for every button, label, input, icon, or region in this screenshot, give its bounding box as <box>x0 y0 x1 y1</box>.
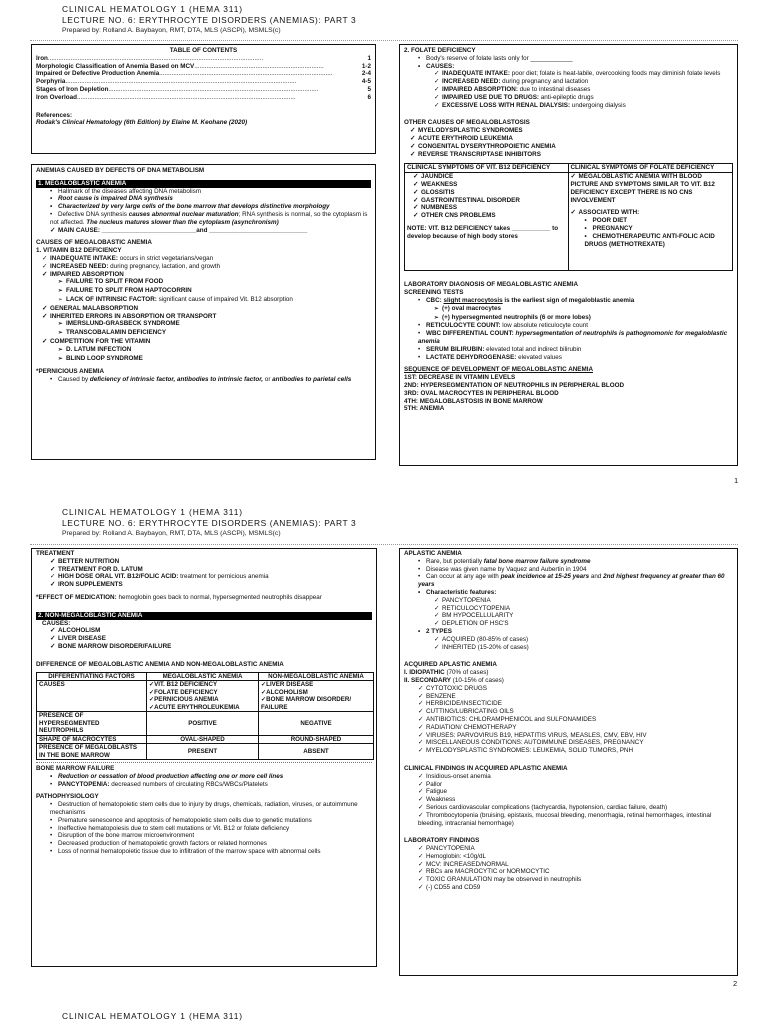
list-item: ➢ FAILURE TO SPLIT FROM FOOD <box>36 278 371 287</box>
list-item <box>404 677 733 685</box>
list-item: ✓ COMPETITION FOR THE VITAMIN <box>36 338 371 346</box>
table-cell <box>147 681 259 712</box>
list-item <box>404 346 733 354</box>
cell-line: ✓PERNICIOUS ANEMIA <box>149 696 219 704</box>
text: EXCESSIVE LOSS WITH RENAL DIALYSIS: <box>442 101 571 109</box>
symptoms-table <box>404 163 733 271</box>
list-item <box>404 297 733 305</box>
prepared-by: Prepared by: Rolland A. Baybayon, RMT, DTA, MLS (ASCPi), MSMLS(c) <box>62 530 281 537</box>
subheading: OTHER CAUSES OF MEGALOBLASTOSIS <box>404 119 530 127</box>
list-item: ✓ BM HYPOCELLULARITY <box>404 612 733 620</box>
list-item: • PREGNANCY <box>571 225 731 233</box>
list-item: ✓ BETTER NUTRITION <box>36 558 372 566</box>
list-item: ➢ FAILURE TO SPLIT FROM HAPTOCORRIN <box>36 287 371 296</box>
toc-heading: TABLE OF CONTENTS <box>169 47 238 54</box>
table-header: NON-MEGALOBLASTIC ANEMIA <box>259 672 374 681</box>
sequence-step: 5TH: ANEMIA <box>404 405 445 413</box>
note: NOTE: VIT. B12 DEFICIENCY takes ___________ to develop because of high body stores <box>407 224 559 240</box>
toc-label: Stages of Iron Depletion <box>36 85 109 93</box>
toc-row[interactable] <box>36 86 371 94</box>
toc-dots: .................................................................................................................................... <box>65 78 297 86</box>
list-item: ✓ (-) CD55 and CD59 <box>404 884 733 892</box>
text: anti-epileptic drugs <box>539 93 594 101</box>
text: during pregnancy, lactation, and growth <box>108 262 220 270</box>
course-title: CLINICAL HEMATOLOGY 1 (HEMA 311) <box>62 4 243 14</box>
list-item: • Characterized by very large cells of the bone marrow that develops distinctive morphology <box>36 203 371 211</box>
list-item: • Decreased production of hematopoietic growth factors or related hormones <box>36 840 372 848</box>
page-number: 2 <box>733 979 738 988</box>
list-item: ✓ INHERITED ERRORS IN ABSORPTION OR TRANSPORT <box>36 313 371 321</box>
toc-dots: ................................................................................................... <box>159 70 333 78</box>
list-item: ✓ IRON SUPPLEMENTS <box>36 581 372 589</box>
text: decreased numbers of circulating RBCs/WBCs/Platelets <box>109 780 268 788</box>
text: elevated values <box>516 353 562 361</box>
sequence-step: 1ST: DECREASE IN VITAMIN LEVELS <box>404 374 516 382</box>
list-item: ✓ GENERAL MALABSORPTION <box>36 305 371 313</box>
prepared-by: Prepared by: Rolland A. Baybayon, RMT, DTA, MLS (ASCPi), MSMLS(c) <box>62 27 281 34</box>
table-row <box>37 672 374 681</box>
list-item: ➢ IMERSLUND-GRASBECK SYNDROME <box>36 320 371 329</box>
list-item: ✓ PANCYTOPENIA <box>404 845 733 853</box>
text: 2nd highest frequency at greater than 60 years <box>418 573 725 589</box>
list-item <box>36 211 371 227</box>
page3-header <box>62 1011 243 1022</box>
list-item: ✓ IMPAIRED ABSORPTION <box>36 271 371 279</box>
comparison-table <box>36 672 374 761</box>
references-label: References: <box>36 111 73 119</box>
list-item: ✓ VIRUSES: PARVOVIRUS B19, HEPATITIS VIRUS, MEASLES, CMV, EBV, HIV <box>404 732 733 740</box>
text: hemoglobin goes back to normal, hypersegmented neutrophils disappear <box>116 593 322 601</box>
list-item: ➢ TRANSCOBALAMIN DEFICIENCY <box>36 329 371 338</box>
list-item: ✓ PANCYTOPENIA <box>404 597 733 605</box>
text: PANCYTOPENIA: <box>58 780 110 788</box>
section-heading: TREATMENT <box>36 550 75 557</box>
toc-label: Iron Overload <box>36 93 77 101</box>
table-row <box>37 712 374 736</box>
list-item: • 2 TYPES <box>404 628 733 636</box>
text: peak incidence at 15-25 years <box>500 573 590 581</box>
list-item: ✓ INHERITED (15-20% of cases) <box>404 644 733 652</box>
list-item: • Destruction of hematopoietic stem cells due to injury by drugs, chemicals, radiation, viruses, or autoimmune mechanisms <box>36 801 372 817</box>
list-item: • Root cause is impaired DNA synthesis <box>36 195 371 203</box>
list-item <box>404 330 733 346</box>
text: INADEQUATE INTAKE: <box>442 70 510 78</box>
text: Rare, but potentially <box>426 557 484 565</box>
effect-note <box>36 594 372 602</box>
text: treatment for pernicious anemia <box>178 573 269 581</box>
table-row <box>37 681 374 712</box>
toc-dots: ........................................................................................................................... <box>47 54 264 62</box>
text: INCREASED NEED: <box>50 262 109 270</box>
table-cell: SHAPE OF MACROCYTES <box>37 735 147 744</box>
text: antibodies to parietal cells <box>272 376 352 384</box>
divider <box>30 40 738 41</box>
list-item: ✓ JAUNDICE <box>407 173 566 181</box>
text: IMPAIRED USE DUE TO DRUGS: <box>442 93 540 101</box>
text: hypersegmentation of neutrophils is pathognomonic for megaloblastic anemia <box>418 330 728 345</box>
table-of-contents <box>31 44 376 154</box>
text: The nucleus matures slower than the cytoplasm (asynchronism) <box>86 218 279 226</box>
aplastic-anemia-section <box>399 548 738 976</box>
list-item <box>404 322 733 330</box>
list-item <box>404 669 733 677</box>
text: RETICULOCYTE COUNT: <box>426 322 501 330</box>
table-cell: CAUSES <box>37 681 147 712</box>
cell-line: ✓BONE MARROW DISORDER/ FAILURE <box>261 696 352 711</box>
list-item: ✓ ACQUIRED (80-85% of cases) <box>404 636 733 644</box>
list-item: ✓ Pallor <box>404 781 733 789</box>
list-item: • Reduction or cessation of blood production affecting one or more cell lines <box>36 773 372 781</box>
column-header: CLINICAL SYMPTOMS OF FOLATE DEFICIENCY <box>569 164 733 173</box>
text: CBC: <box>426 296 444 304</box>
subheading: *PERNICIOUS ANEMIA <box>36 368 104 376</box>
section-heading: 2. FOLATE DEFICIENCY <box>404 47 476 54</box>
list-item <box>36 376 371 384</box>
list-item: ✓ RBCs are MACROCYTIC or NORMOCYTIC <box>404 868 733 876</box>
toc-row[interactable] <box>36 70 371 78</box>
list-item <box>404 78 733 86</box>
folate-symptoms-column <box>569 164 733 270</box>
list-item: ✓ CYTOTOXIC DRUGS <box>404 685 733 693</box>
list-item: ✓ ANTIBIOTICS: CHLORAMPHENICOL and SULFONAMIDES <box>404 716 733 724</box>
toc-list <box>36 55 371 102</box>
text: occurs in strict vegetarians/vegan <box>117 254 214 262</box>
list-item: • Disease was given name by Vaquez and Aubertin in 1904 <box>404 566 733 574</box>
text: Can occur at any age with <box>426 573 501 581</box>
toc-page: 1-2 <box>361 62 371 70</box>
list-item <box>404 102 733 110</box>
subheading: LABORATORY DIAGNOSIS OF MEGALOBLASTIC ANEMIA <box>404 281 579 289</box>
course-title: CLINICAL HEMATOLOGY 1 (HEMA 311) <box>62 507 243 517</box>
text: (10-15% of cases) <box>451 676 504 684</box>
text: ; RNA synthesis is normal, so the cytoplasm is not affected. <box>50 210 368 226</box>
toc-dots: ............................................................................................................................. <box>76 93 296 101</box>
table-cell: OVAL-SHAPED <box>147 735 259 744</box>
text: undergoing dialysis <box>570 101 626 109</box>
list-item: ✓ MCV: INCREASED/NORMAL <box>404 861 733 869</box>
toc-page: 4-5 <box>361 78 371 86</box>
list-item: ✓ ACUTE ERYTHROID LEUKEMIA <box>404 135 733 143</box>
text: poor diet; folate is heat-labile, overcooking foods may diminish folate levels <box>509 70 721 78</box>
table-row <box>37 735 374 744</box>
list-item <box>404 94 733 102</box>
dna-metabolism-section <box>31 164 376 460</box>
list-item: • Ineffective hematopoiesis due to stem cell mutations or Vit. B12 or folate deficiency <box>36 825 372 833</box>
list-item: ✓ RADIATION/ CHEMOTHERAPY <box>404 724 733 732</box>
list-item: ➢ (+) hypersegmented neutrophils (6 or more lobes) <box>404 314 733 323</box>
subheading: 1. VITAMIN B12 DEFICIENCY <box>36 247 122 255</box>
list-item: ✓ REVERSE TRANSCRIPTASE INHIBITORS <box>404 151 733 159</box>
table-cell: POSITIVE <box>147 712 259 736</box>
text: low absolute reticulocyte count <box>500 322 589 330</box>
list-item: ✓ BENZENE <box>404 693 733 701</box>
list-item: ✓ MISCELLANEOUS CONDITIONS: AUTOIMMUNE DISEASES, PREGNANCY <box>404 739 733 747</box>
list-item: ✓ CONGENITAL DYSERYTHROPOIETIC ANEMIA <box>404 143 733 151</box>
toc-page: 5 <box>367 85 371 93</box>
list-item: ✓ Hemoglobin: <10g/dL <box>404 853 733 861</box>
list-item: ✓ MYELODYSPLASTIC SYNDROMES <box>404 127 733 135</box>
text: HIGH DOSE ORAL VIT. B12/FOLIC ACID: <box>58 573 179 581</box>
toc-label: Impaired or Defective Production Anemia <box>36 70 160 78</box>
list-item <box>36 573 372 581</box>
list-item: ✓ LIVER DISEASE <box>36 635 372 643</box>
text: IMPAIRED ABSORPTION: <box>442 85 518 93</box>
sequence-step: 2ND: HYPERSEGMENTATION OF NEUTROPHILS IN PERIPHERAL BLOOD <box>404 381 625 389</box>
list-item: • Disruption of the bone marrow microenvironment <box>36 832 372 840</box>
list-item: ✓ TREATMENT FOR D. LATUM <box>36 566 372 574</box>
list-item <box>36 781 372 789</box>
sequence-step: 3RD: OVAL MACROCYTES IN PERIPHERAL BLOOD <box>404 389 559 397</box>
b12-symptoms-column <box>405 164 569 270</box>
cell-line: ✓LIVER DISEASE <box>261 681 314 689</box>
list-item <box>404 558 733 566</box>
list-item: ✓ ASSOCIATED WITH: <box>571 209 731 217</box>
cell-line: ✓ACUTE ERYTHROLEUKEMIA <box>149 703 240 711</box>
subheading: SCREENING TESTS <box>404 289 464 297</box>
list-item: • CAUSES: <box>404 63 733 71</box>
text: SERUM BILIRUBIN: <box>426 345 485 353</box>
list-item: • POOR DIET <box>571 217 731 225</box>
text: INADEQUATE INTAKE: <box>50 254 118 262</box>
text: LACTATE DEHYDROGENASE: <box>426 353 517 361</box>
subheading: CLINICAL FINDINGS IN ACQUIRED APLASTIC ANEMIA <box>404 764 568 772</box>
subheading: LABORATORY FINDINGS <box>404 837 480 845</box>
list-item: ✓ Insidious-onset anemia <box>404 773 733 781</box>
list-item <box>404 354 733 362</box>
text: Caused by <box>58 376 90 384</box>
toc-label: Morphologic Classification of Anemia Based on MCV <box>36 62 195 70</box>
list-item: ➢ (+) oval macrocytes <box>404 305 733 314</box>
toc-dots: ........................................................................................................................ <box>108 85 319 93</box>
toc-row[interactable] <box>36 94 371 102</box>
list-item: ➢ D. LATUM INFECTION <box>36 346 371 355</box>
list-item: ✓ CUTTING/LUBRICATING OILS <box>404 708 733 716</box>
divider <box>30 544 738 545</box>
folate-section <box>399 44 738 466</box>
table-cell: ABSENT <box>259 744 374 760</box>
toc-dots: .......................................................................... <box>194 62 324 70</box>
list-item: ✓ GASTROINTESTINAL DISORDER <box>407 197 566 205</box>
list-item: ✓ BONE MARROW DISORDER/FAILURE <box>36 643 372 651</box>
table-cell: NEGATIVE <box>259 712 374 736</box>
toc-row[interactable] <box>36 78 371 86</box>
table-cell: PRESENT <box>147 744 259 760</box>
toc-label: Porphyria <box>36 78 66 86</box>
list-item: • Premature senescence and apoptosis of hematopoietic stem cells due to genetic mutations <box>36 817 372 825</box>
table-cell: PRESENCE OF HYPERSEGMENTED NEUTROPHILS <box>37 712 147 736</box>
subheading: DIFFERENCE OF MEGALOBLASTIC ANEMIA AND NON-MEGALOBLASTIC ANEMIA <box>36 660 284 668</box>
cell-line: ✓ALCOHOLISM <box>261 688 308 696</box>
text: due to intestinal diseases <box>517 85 591 93</box>
list-item: • Body's reserve of folate lasts only for ____________ <box>404 55 733 63</box>
page2-header <box>62 507 356 539</box>
text: II. SECONDARY <box>404 676 451 684</box>
table-header: DIFFERENTIATING FACTORS <box>37 672 147 681</box>
subheading: BONE MARROW FAILURE <box>36 765 115 773</box>
lecture-title: LECTURE NO. 6: ERYTHROCYTE DISORDERS (ANEMIAS): PART 3 <box>62 518 357 528</box>
text: or <box>263 376 273 384</box>
text: during pregnancy and lactation <box>500 78 589 86</box>
list-item: ✓ Fatigue <box>404 788 733 796</box>
list-item: ✓ MAIN CAUSE: ___________________________and ____________________________ <box>36 227 371 235</box>
section-heading: APLASTIC ANEMIA <box>404 550 462 557</box>
table-header: MEGALOBLASTIC ANEMIA <box>147 672 259 681</box>
list-item: • Loss of normal hematopoietic tissue due to infiltration of the marrow space with abnormal cells <box>36 848 372 856</box>
text: WBC DIFFERENTIAL COUNT: <box>426 330 516 338</box>
list-item <box>404 70 733 78</box>
subheading: ACQUIRED APLASTIC ANEMIA <box>404 661 497 669</box>
list-item: • Characteristic features: <box>404 589 733 597</box>
toc-page: 6 <box>367 93 371 101</box>
list-item: • Hallmark of the diseases affecting DNA metabolism <box>36 188 371 196</box>
toc-label: Iron <box>36 54 48 62</box>
column-header: CLINICAL SYMPTOMS OF VIT. B12 DEFICIENCY <box>405 164 568 173</box>
table-row <box>37 744 374 760</box>
list-item: ✓ NUMBNESS <box>407 204 566 212</box>
text: INCREASED NEED: <box>442 78 501 86</box>
list-item: ✓ HERBICIDE/INSECTICIDE <box>404 700 733 708</box>
text: fatal bone marrow failure syndrome <box>483 557 591 565</box>
list-item: ✓ TOXIC GRANULATION may be observed in neutrophils <box>404 876 733 884</box>
page1-header <box>62 4 356 36</box>
treatment-section <box>31 548 377 967</box>
subheading: CAUSES: <box>42 619 71 627</box>
text: *EFFECT OF MEDICATION: <box>36 593 117 601</box>
cell-line: ✓FOLATE DEFICIENCY <box>149 688 218 696</box>
list-item <box>404 573 733 589</box>
text: deficiency of intrinsic factor, antibodies to intrinsic factor, <box>89 376 264 384</box>
list-item: ✓ MEGALOBLASTIC ANEMIA WITH BLOOD PICTURE AND SYMPTOMS SIMILAR TO VIT. B12 DEFICIENCY EXCEPT THERE IS NO CNS INVOLVEMENT <box>571 173 731 204</box>
list-item: ✓ GLOSSITIS <box>407 189 566 197</box>
divider <box>36 762 372 763</box>
subheading: SEQUENCE OF DEVELOPMENT OF MEGALOBLASTIC ANEMIA <box>404 366 594 374</box>
text: and <box>589 573 604 581</box>
text: slight macrocytosis <box>443 296 503 304</box>
toc-row[interactable] <box>36 63 371 71</box>
lecture-title: LECTURE NO. 6: ERYTHROCYTE DISORDERS (ANEMIAS): PART 3 <box>62 15 357 25</box>
toc-row[interactable] <box>36 55 371 63</box>
list-item: ✓ OTHER CNS PROBLEMS <box>407 212 566 220</box>
text: elevated total and indirect bilirubin <box>484 345 582 353</box>
list-item: ✓ ALCOHOLISM <box>36 627 372 635</box>
list-item <box>404 86 733 94</box>
cell-line: ✓VIT. B12 DEFICIENCY <box>149 681 218 689</box>
text: LACK OF INTRINSIC FACTOR: <box>66 295 157 303</box>
reference: Rodak's Clinical Hematology (6th Edition) by Elaine M. Keohane (2020) <box>36 119 248 127</box>
subheading: CAUSES OF MEGALOBASTIC ANEMIA <box>36 239 152 247</box>
list-item: ➢ BLIND LOOP SYNDROME <box>36 355 371 364</box>
text: significant cause of impaired Vit. B12 absorption <box>156 295 293 303</box>
list-item <box>36 263 371 271</box>
non-megaloblastic-bar: 2. NON-MEGALOBLASTIC ANEMIA <box>36 612 372 620</box>
list-item: ✓ WEAKNESS <box>407 181 566 189</box>
table-cell: ROUND-SHAPED <box>259 735 374 744</box>
text: causes abnormal nuclear maturation <box>128 210 239 218</box>
list-item: ✓ MYELODYSPLASTIC SYNDROMES: LEUKEMIA, SOLID TUMORS, PNH <box>404 747 733 755</box>
sequence-step: 4TH: MEGALOBLASTOSIS IN BONE MARROW <box>404 397 543 405</box>
table-cell: PRESENCE OF MEGALOBLASTS IN THE BONE MARROW <box>37 744 147 760</box>
list-item <box>36 296 371 305</box>
list-item: ✓ RETICULOCYTOPENIA <box>404 605 733 613</box>
text: is the earliest sign of megaloblastic anemia <box>502 296 635 304</box>
text: I. IDIOPATHIC <box>404 669 445 677</box>
list-item: ✓ DEPLETION OF HSC'S <box>404 620 733 628</box>
list-item: • CHEMOTHERAPEUTIC ANTI-FOLIC ACID DRUGS (METHOTREXATE) <box>571 233 731 249</box>
list-item: ✓ Thrombocytopenia (bruising, epistaxis, mucosal bleeding, menorrhagia, retinal hemorrhages, intestinal bleeding, intracranial hemorrhage) <box>404 812 733 828</box>
list-item: ✓ Weakness <box>404 796 733 804</box>
subheading: PATHOPHYSIOLOGY <box>36 793 99 801</box>
text: (70% of cases) <box>444 669 489 677</box>
list-item <box>36 255 371 263</box>
section-heading: ANEMIAS CAUSED BY DEFECTS OF DNA METABOLISM <box>36 167 205 174</box>
toc-page: 1 <box>367 54 371 62</box>
page-number: 1 <box>734 476 739 485</box>
toc-page: 2-4 <box>361 70 371 78</box>
megaloblastic-bar: 1. MEGALOBLASTIC ANEMIA <box>36 180 371 188</box>
list-item: ✓ Serious cardiovascular complications (tachycardia, hypotension, cardiac failure, death) <box>404 804 733 812</box>
course-title: CLINICAL HEMATOLOGY 1 (HEMA 311) <box>62 1011 243 1021</box>
table-cell <box>259 681 374 712</box>
text: Defective DNA synthesis <box>58 210 129 218</box>
